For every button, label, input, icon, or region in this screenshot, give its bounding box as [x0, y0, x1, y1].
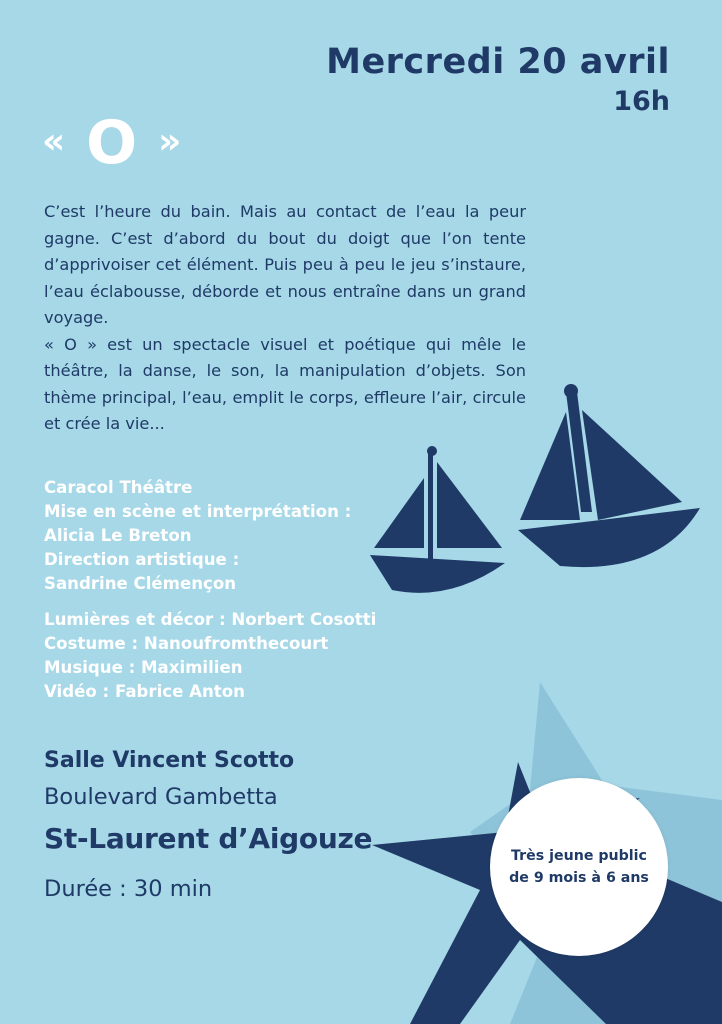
description-paragraph-2: « O » est un spectacle visuel et poétique qui mêle le théâtre, la danse, le son, la manipulation d’objets. Son thème principal, l’eau, emplit le corps, effleure l’air, circule et crée la vie...: [44, 334, 526, 433]
venue-hall: Salle Vincent Scotto: [44, 748, 295, 773]
event-date: Mercredi 20 avril: [326, 42, 670, 82]
large-sailboat-icon: [518, 384, 700, 567]
title-main: O: [86, 108, 138, 178]
audience-line-1: Très jeune public: [511, 848, 647, 864]
venue-street: Boulevard Gambetta: [44, 784, 278, 810]
small-sailboat-icon: [370, 446, 505, 593]
credits: [44, 476, 376, 704]
credit-line: Costume : Nanoufromthecourt: [44, 634, 329, 653]
event-time: 16h: [613, 86, 670, 117]
credit-line: Musique : Maximilien: [44, 658, 243, 677]
audience-line-2: de 9 mois à 6 ans: [509, 870, 649, 886]
credit-line: Alicia Le Breton: [44, 526, 192, 545]
credits-spacer: [44, 596, 376, 608]
show-title: [42, 108, 181, 178]
credit-line: Caracol Théâtre: [44, 478, 193, 497]
venue-block: [44, 746, 372, 904]
title-quote-close: »: [158, 121, 182, 162]
credit-line: Lumières et décor : Norbert Cosotti: [44, 610, 377, 629]
description: [44, 199, 526, 438]
credit-line: Mise en scène et interprétation :: [44, 502, 352, 521]
audience-badge: [490, 778, 668, 956]
credit-line: Direction artistique :: [44, 550, 240, 569]
credit-line: Vidéo : Fabrice Anton: [44, 682, 245, 701]
title-quote-open: «: [42, 121, 66, 162]
description-paragraph-1: C’est l’heure du bain. Mais au contact de l’eau la peur gagne. C’est d’abord du bout du doigt que l’on tente d’apprivoiser cet élément. Puis peu à peu le jeu s’instaure, l’eau éclabousse, déborde et nous entraîne dans un grand voyage.: [44, 202, 526, 327]
credit-line: Sandrine Clémençon: [44, 574, 237, 593]
show-duration: Durée : 30 min: [44, 876, 213, 902]
venue-town: St-Laurent d’Aigouze: [44, 822, 373, 855]
